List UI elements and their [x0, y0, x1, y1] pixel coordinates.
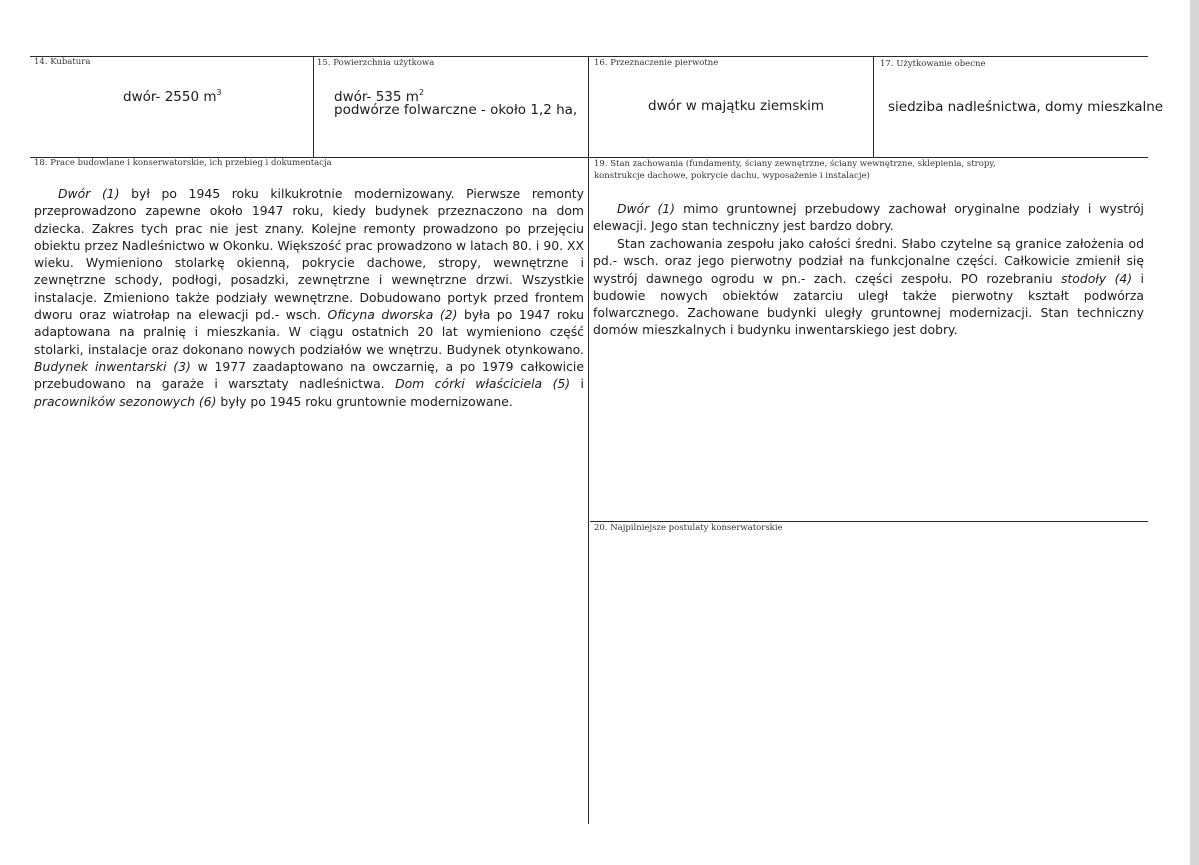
field-16-value: dwór w majątku ziemskim	[648, 98, 825, 114]
right-col-divider	[590, 521, 1148, 522]
col-divider-15	[313, 56, 314, 157]
text-segment: w 1977 zaadaptowano na owczarnię, a po 1979 całkowicie przebudowano na garaże i warsztaty nadleśnictwa.	[34, 358, 584, 392]
field-19-header-line1: 19. Stan zachowania (fundamenty, ściany zewnętrzne, ściany wewnętrzne, sklepienia, stropy,	[594, 159, 996, 169]
field-14-unit-exponent: 3	[216, 88, 222, 97]
text-segment: była po 1947 roku adaptowana na pralnię i mieszkania. W ciągu ostatnich 20 lat wymieniono część stolarki, instalacje oraz dokonano nowych podziałów we wnętrzu. Budynek otynkowano.	[34, 307, 584, 357]
text-segment: mimo gruntownej przebudowy zachował oryginalne podziały i wystrój elewacji. Jego stan techniczny jest bardzo dobry.	[593, 201, 1144, 234]
field-15-value-line2: podwórze folwarczne - około 1,2 ha,	[334, 102, 578, 118]
building-ref-stodola: stodoły (4)	[1060, 270, 1133, 286]
col-divider-16	[588, 56, 589, 824]
text-segment: były po 1945 roku gruntownie modernizowane.	[216, 393, 513, 409]
field-17-value: siedziba nadleśnictwa, domy mieszkalne	[888, 99, 1164, 115]
field-15-header: 15. Powierzchnia użytkowa	[317, 58, 435, 68]
text-segment: i budowie nowych obiektów zatarciu uległ także pierwotny kształt podwórza folwarcznego. Zachowane budynki uległy gruntownej modernizacji. Stan techniczny domów mieszkalnych i budynku inwentarskiego jest dobry.	[593, 270, 1144, 338]
col-divider-17	[873, 56, 874, 157]
field-17-header: 17. Użytkowanie obecne	[880, 59, 986, 69]
field-20-header: 20. Najpilniejsze postulaty konserwatorskie	[594, 523, 783, 533]
field-15-unit-exponent: 2	[418, 88, 425, 97]
field-14-value	[123, 84, 222, 106]
field-19-paragraph-1	[593, 200, 1144, 235]
text-segment: i	[570, 376, 584, 392]
building-ref-dom-corki: Dom córki właściciela (5)	[395, 376, 571, 392]
building-ref-dwor: Dwór (1)	[58, 186, 120, 201]
field-18-header: 18. Prace budowlane i konserwatorskie, ich przebieg i dokumentacja	[34, 158, 332, 168]
field-19-header-line2: konstrukcje dachowe, pokrycie dachu, wyposażenie i instalacje)	[594, 171, 870, 181]
field-18-text	[34, 185, 584, 410]
text-segment: był po 1945 roku kilkukrotnie modernizowany. Pierwsze remonty przeprowadzono zapewne około 1947 roku, kiedy budynek przeznaczono na dom dziecka. Zakres tych prac nie jest znany. Kolejne remonty prowadzono po przejęciu obiektu przez Nadleśnictwo w Okonku. Większość prac prowadzono w latach 80. i 90. XX wieku. Wymieniono stolarkę okienną, pokrycie dachowe, stropy, wewnętrzne i zewnętrzne schody, podłogi, posadzki, zewnętrzne i wewnętrzne drzwi. Wszystkie instalacje. Zmieniono także podziały wewnętrzne. Dobudowano portyk przed frontem dworu oraz wiatrołap na elewacji pd.- wsch.	[34, 186, 585, 323]
building-ref-pracownikow: pracowników sezonowych (6)	[34, 393, 217, 409]
building-ref-dwor: Dwór (1)	[617, 201, 676, 216]
field-14-value-text: dwór- 2550 m	[123, 89, 217, 105]
building-ref-oficyna: Oficyna dworska (2)	[327, 307, 458, 323]
scan-edge	[1190, 0, 1199, 865]
field-14-header: 14. Kubatura	[34, 57, 91, 67]
top-border	[30, 56, 1148, 57]
text-segment: Stan zachowania zespołu jako całości średni. Słabo czytelne są granice założenia od pd.- wsch. oraz jego pierwotny podział na funkcjonalne części. Całkowicie zmienił się wystrój dawnego ogrodu w pn.- zach. części zespołu. PO rozebraniu	[593, 236, 1144, 286]
field-16-header: 16. Przeznaczenie pierwotne	[594, 58, 719, 68]
field-15-value-text: dwór- 535 m	[334, 89, 419, 105]
field-19-paragraph-2	[593, 235, 1144, 339]
building-ref-inwentarski: Budynek inwentarski (3)	[34, 358, 191, 374]
